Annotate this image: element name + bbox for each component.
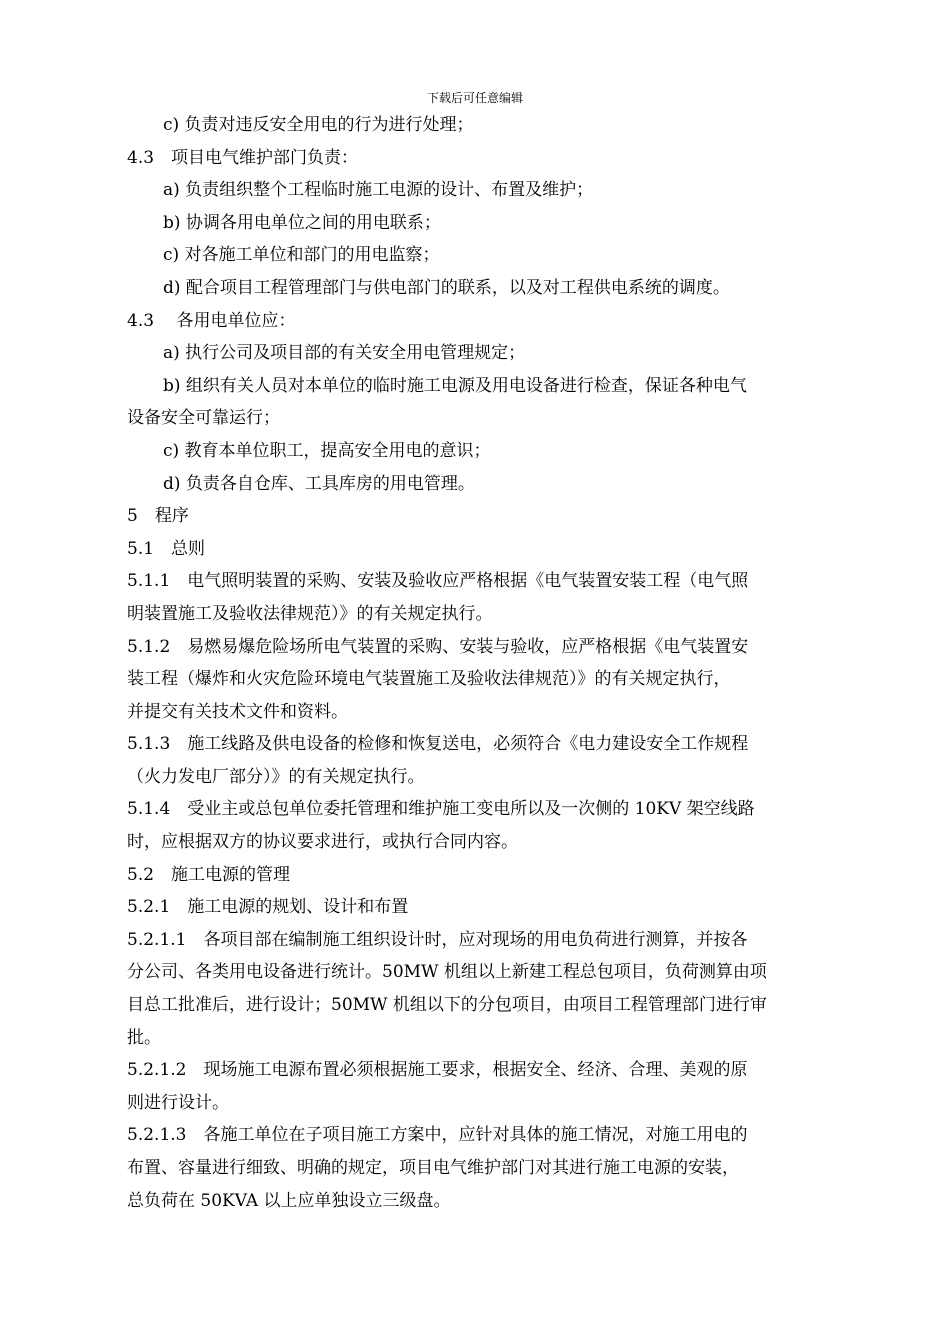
text-line: 设备安全可靠运行； bbox=[127, 408, 280, 429]
text-line: 时，应根据双方的协议要求进行，或执行合同内容。 bbox=[127, 832, 518, 853]
text-line: 5.1.2 易燃易爆危险场所电气装置的采购、安装与验收，应严格根据《电气装置安 bbox=[127, 636, 749, 657]
text-line: 则进行设计。 bbox=[127, 1092, 229, 1113]
text-line: c) 对各施工单位和部门的用电监察； bbox=[163, 245, 440, 266]
text-line: 目总工批准后，进行设计；50MW 机组以下的分包项目，由项目工程管理部门进行审 bbox=[127, 995, 767, 1016]
text-line: 5.1.1 电气照明装置的采购、安装及验收应严格根据《电气装置安装工程（电气照 bbox=[127, 571, 749, 592]
document-body bbox=[127, 109, 837, 1217]
text-line: 4.3 各用电单位应： bbox=[127, 310, 296, 331]
text-line: 4.3 项目电气维护部门负责： bbox=[127, 147, 359, 168]
text-line: 5.2 施工电源的管理 bbox=[127, 864, 291, 885]
text-line: 5 程序 bbox=[127, 506, 189, 527]
text-line: （火力发电厂部分）》的有关规定执行。 bbox=[127, 766, 425, 787]
text-line: 5.1 总则 bbox=[127, 538, 206, 559]
text-line: 并提交有关技术文件和资料。 bbox=[127, 701, 348, 722]
text-line: c) 教育本单位职工，提高安全用电的意识； bbox=[163, 440, 491, 461]
text-line: a) 负责组织整个工程临时施工电源的设计、布置及维护； bbox=[163, 180, 594, 201]
text-line: 分公司、各类用电设备进行统计。50MW 机组以上新建工程总包项目，负荷测算由项 bbox=[127, 962, 767, 983]
text-line: d) 负责各自仓库、工具库房的用电管理。 bbox=[163, 473, 475, 494]
text-line: a) 执行公司及项目部的有关安全用电管理规定； bbox=[163, 343, 526, 364]
text-line: 5.1.4 受业主或总包单位委托管理和维护施工变电所以及一次侧的 10KV 架空线路 bbox=[127, 799, 755, 820]
text-line: b) 协调各用电单位之间的用电联系； bbox=[163, 212, 441, 233]
text-line: c) 负责对违反安全用电的行为进行处理； bbox=[163, 115, 474, 135]
text-line: b) 组织有关人员对本单位的临时施工电源及用电设备进行检查，保证各种电气 bbox=[163, 375, 747, 396]
text-line: 装工程（爆炸和火灾危险环境电气装置施工及验收法律规范）》的有关规定执行， bbox=[127, 669, 731, 690]
text-line: 5.1.3 施工线路及供电设备的检修和恢复送电，必须符合《电力建设安全工作规程 bbox=[127, 734, 749, 755]
text-line: 明装置施工及验收法律规范）》的有关规定执行。 bbox=[127, 603, 493, 624]
text-line: 5.2.1.3 各施工单位在子项目施工方案中，应针对具体的施工情况，对施工用电的 bbox=[127, 1125, 748, 1146]
text-line: 5.2.1.1 各项目部在编制施工组织设计时，应对现场的用电负荷进行测算，并按各 bbox=[127, 929, 748, 950]
text-line: 批。 bbox=[127, 1027, 161, 1048]
text-line: 总负荷在 50KVA 以上应单独设立三级盘。 bbox=[127, 1190, 451, 1211]
text-line: 5.2.1.2 现场施工电源布置必须根据施工要求，根据安全、经济、合理、美观的原 bbox=[127, 1060, 748, 1081]
text-line: d) 配合项目工程管理部门与供电部门的联系，以及对工程供电系统的调度。 bbox=[163, 277, 730, 298]
text-line: 5.2.1 施工电源的规划、设计和布置 bbox=[127, 897, 409, 918]
page-header: 下载后可任意编辑 bbox=[426, 91, 523, 105]
text-line: 布置、容量进行细致、明确的规定，项目电气维护部门对其进行施工电源的安装， bbox=[127, 1158, 739, 1178]
